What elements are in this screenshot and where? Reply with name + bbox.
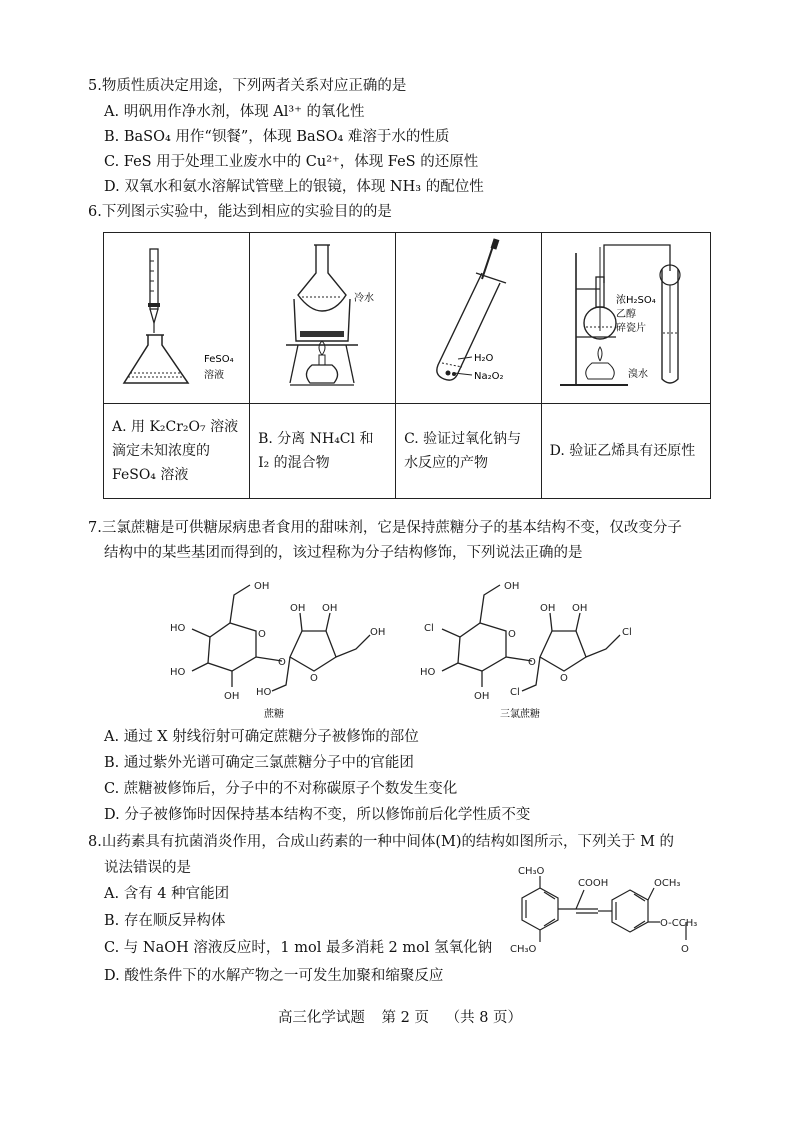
ethylene-apparatus-diagram: [542, 233, 712, 403]
svg-text:Cl: Cl: [424, 623, 434, 634]
q6-experiment-table: [103, 232, 711, 499]
titration-apparatus-diagram: [104, 233, 250, 403]
svg-text:CH₃O: CH₃O: [510, 944, 537, 955]
svg-text:OCH₃: OCH₃: [654, 878, 681, 889]
svg-text:OH: OH: [254, 581, 270, 592]
q7-option-d: D. 分子被修饰时因保持基本结构不变，所以修饰前后化学性质不变: [104, 807, 531, 823]
label-conc-h2so4: 浓H₂SO₄: [615, 295, 656, 306]
svg-text:OH: OH: [322, 603, 338, 614]
svg-text:O-CCH₃: O-CCH₃: [660, 918, 698, 929]
svg-text:COOH: COOH: [578, 878, 609, 889]
footer-page-number: 第 2 页: [381, 1010, 429, 1026]
label-ethanol: 乙醇: [615, 309, 636, 320]
page-footer: [0, 1006, 800, 1027]
svg-text:OH: OH: [540, 603, 556, 614]
sucralose-structure: [420, 575, 660, 720]
sublimation-apparatus-diagram: [250, 233, 396, 403]
sucrose-structure: [170, 575, 410, 720]
svg-text:CH₃O: CH₃O: [518, 866, 545, 877]
q6-caption-d: [541, 404, 710, 499]
svg-text:O: O: [508, 629, 516, 640]
q8-option-c: C. 与 NaOH 溶液反应时，1 mol 最多消耗 2 mol 氢氧化钠: [104, 940, 493, 956]
q6-stem: 6.下列图示实验中，能达到相应的实验目的的是: [88, 204, 392, 220]
svg-text:OH: OH: [290, 603, 306, 614]
label-bromine-water: 溴水: [627, 369, 648, 380]
q6-caption-c-text: C. 验证过氧化钠与水反应的产物: [404, 431, 522, 471]
q6-figure-d: [541, 233, 710, 404]
svg-text:OH: OH: [572, 603, 588, 614]
svg-text:Cl: Cl: [510, 687, 520, 698]
q5-option-c: C. FeS 用于处理工业废水中的 Cu²⁺，体现 FeS 的还原性: [104, 154, 479, 170]
svg-text:O: O: [310, 673, 318, 684]
svg-text:OH: OH: [224, 691, 240, 702]
label-na2o2: Na₂O₂: [474, 371, 504, 382]
svg-text:OH: OH: [504, 581, 520, 592]
svg-text:O: O: [560, 673, 568, 684]
q6-caption-a: [104, 404, 250, 499]
q5-option-d: D. 双氧水和氨水溶解试管壁上的银镜，体现 NH₃ 的配位性: [104, 179, 484, 195]
svg-text:HO: HO: [170, 667, 186, 678]
q7-option-b: B. 通过紫外光谱可确定三氯蔗糖分子中的官能团: [104, 755, 414, 771]
q7-option-a: A. 通过 X 射线衍射可确定蔗糖分子被修饰的部位: [104, 729, 419, 745]
q6-caption-a-text: A. 用 K₂Cr₂O₇ 溶液滴定未知浓度的 FeSO₄ 溶液: [112, 419, 239, 483]
q6-caption-b: [250, 404, 396, 499]
svg-text:O: O: [681, 944, 689, 955]
label-feso4: FeSO₄: [204, 354, 234, 365]
label-porcelain-chips: 碎瓷片: [615, 323, 646, 334]
q7-stem-line1: 7.三氯蔗糖是可供糖尿病患者食用的甜味剂，它是保持蔗糖分子的基本结构不变，仅改变分子: [88, 520, 682, 536]
compound-m-structure: [500, 860, 720, 960]
svg-text:Cl: Cl: [622, 627, 632, 638]
q8-option-a: A. 含有 4 种官能团: [104, 886, 230, 902]
svg-text:O: O: [278, 657, 286, 668]
q5-stem: 5.物质性质决定用途，下列两者关系对应正确的是: [88, 78, 407, 94]
q6-figure-b: [250, 233, 396, 404]
test-tube-diagram: [396, 233, 542, 403]
label-cold-water: 冷水: [354, 293, 375, 304]
q8-option-d: D. 酸性条件下的水解产物之一可发生加聚和缩聚反应: [104, 968, 444, 984]
sucralose-label: 三氯蔗糖: [500, 709, 540, 720]
sucrose-label: 蔗糖: [264, 709, 284, 720]
q5-option-b: B. BaSO₄ 用作“钡餐”，体现 BaSO₄ 难溶于水的性质: [104, 129, 450, 145]
label-h2o: H₂O: [474, 353, 494, 364]
footer-total-pages: （共 8 页）: [445, 1010, 523, 1026]
svg-text:OH: OH: [370, 627, 386, 638]
q5-option-a: A. 明矾用作净水剂，体现 Al³⁺ 的氧化性: [104, 104, 365, 120]
q8-stem-line2: 说法错误的是: [104, 860, 191, 876]
svg-text:HO: HO: [170, 623, 186, 634]
svg-text:HO: HO: [420, 667, 436, 678]
q8-stem-line1: 8.山药素具有抗菌消炎作用，合成山药素的一种中间体(M)的结构如图所示，下列关于 M 的: [88, 834, 675, 850]
svg-text:OH: OH: [474, 691, 490, 702]
q6-figure-a: [104, 233, 250, 404]
q6-caption-d-text: D. 验证乙烯具有还原性: [549, 443, 696, 459]
label-solution: 溶液: [204, 370, 224, 381]
q8-option-b: B. 存在顺反异构体: [104, 913, 226, 929]
q7-stem-line2: 结构中的某些基团而得到的，该过程称为分子结构修饰，下列说法正确的是: [104, 545, 583, 561]
q6-caption-c: [396, 404, 542, 499]
svg-text:O: O: [528, 657, 536, 668]
svg-text:HO: HO: [256, 687, 272, 698]
svg-text:O: O: [258, 629, 266, 640]
q7-option-c: C. 蔗糖被修饰后，分子中的不对称碳原子个数发生变化: [104, 781, 458, 797]
q6-caption-b-text: B. 分离 NH₄Cl 和 I₂ 的混合物: [258, 431, 374, 471]
footer-subject: 高三化学试题: [277, 1010, 365, 1026]
q6-figure-c: [396, 233, 542, 404]
